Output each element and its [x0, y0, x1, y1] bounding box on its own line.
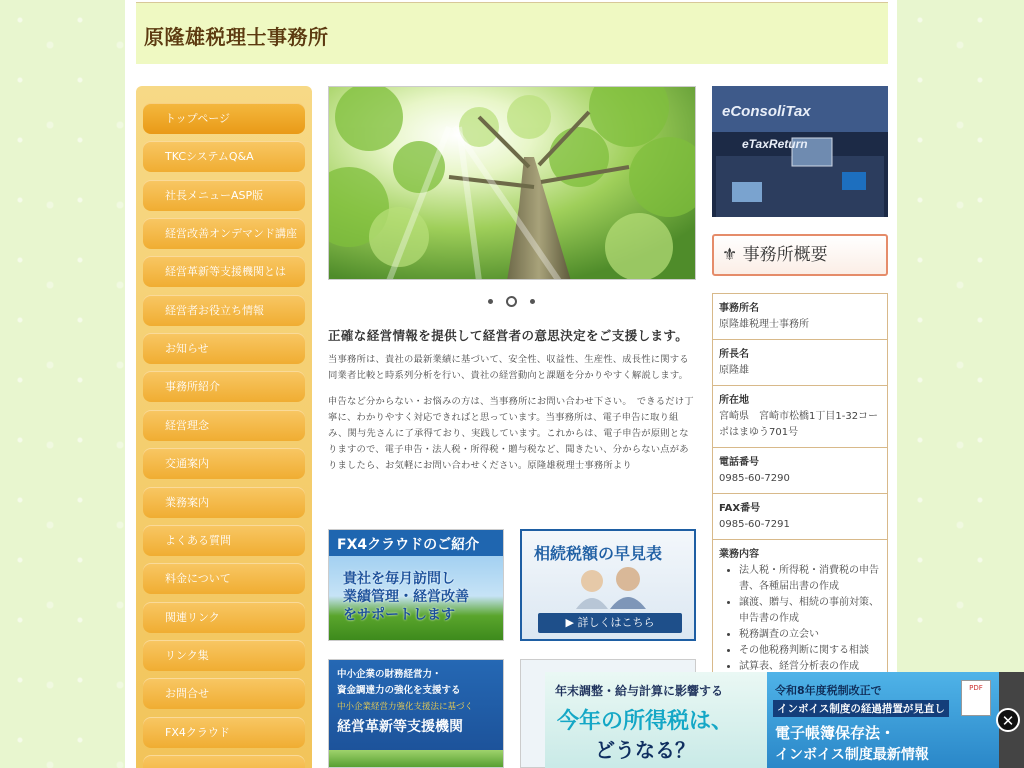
ad-right-line1: 令和8年度税制改正で	[775, 684, 882, 697]
overview-title: 事務所概要	[742, 245, 828, 265]
service-item: • 税務調査の立会い	[739, 627, 881, 643]
nav-item-ondemand[interactable]: 経営改善オンデマンド講座	[143, 218, 305, 249]
fx4-line3: をサポートします	[343, 607, 455, 623]
pdf-document-icon	[961, 680, 991, 716]
exhibit-text-2: eTaxReturn	[742, 137, 808, 151]
nav-item-services[interactable]: 業務案内	[143, 487, 305, 518]
fleur-icon: ⚜	[722, 245, 743, 265]
play-icon: ▶	[565, 616, 578, 629]
ad-right-line2: インボイス制度の経過措置が見直し	[773, 700, 949, 717]
nav-item-fees[interactable]: 料金について	[143, 563, 305, 594]
nav-item-related-links[interactable]: 関連リンク	[143, 602, 305, 633]
tree-photo	[329, 87, 696, 280]
overview-heading	[712, 234, 888, 276]
souzoku-button-label: 詳しくはこちら	[577, 616, 655, 629]
shien-line2: 資金調達力の強化を支援する	[337, 685, 461, 696]
slide-dot-1[interactable]	[488, 299, 493, 304]
souzoku-banner[interactable]	[520, 529, 696, 641]
souzoku-title: 相続税額の早見表	[534, 544, 663, 563]
director-label: 所長名	[719, 349, 749, 360]
slide-dot-2-active[interactable]	[506, 296, 517, 307]
bottom-ad-banner[interactable]	[545, 672, 1024, 768]
office-name-value: 原隆雄税理士事務所	[719, 319, 809, 330]
couple-illustration	[562, 565, 662, 609]
shien-grass	[329, 750, 504, 768]
ad-left-line3: どうなる？	[595, 738, 695, 762]
office-name-label: 事務所名	[719, 303, 759, 314]
nav-item-contact[interactable]: お問合せ	[143, 678, 305, 709]
nav-item-shacho-menu[interactable]: 社長メニューASP版	[143, 180, 305, 211]
main-content	[328, 326, 696, 474]
hero-slideshow[interactable]	[328, 86, 696, 280]
nav-item-philosophy[interactable]: 経営理念	[143, 410, 305, 441]
nav-item-top[interactable]: トップページ	[143, 103, 305, 134]
exhibit-booth-image	[712, 86, 888, 217]
contact-paragraph: 申告など分からない・お悩みの方は、当事務所にお問い合わせ下さい。 できるだけ丁寧に、わかりやすく対応できればと思っています。当事務所は、電子申告に取り組み、関与先さんに了承得ており、実践しています。これからは、電子申告が原則となりますので、電子申告・法人税・所得税・贈与税など、聞きたい、分からない点がありましたら、お気軽にお問い合わせください。原隆雄税理士事務所より	[328, 396, 694, 471]
slide-dot-3[interactable]	[530, 299, 535, 304]
pdf-label: PDF	[969, 684, 983, 692]
service-item: • 法人税・所得税・消費税の申告書、各種届出書の作成	[739, 563, 881, 595]
site-header	[136, 2, 888, 64]
exhibit-photo	[712, 86, 888, 217]
office-name-block	[713, 294, 887, 340]
ad-left-line2: 今年の所得税は、	[557, 709, 734, 734]
souzoku-detail-button[interactable]	[538, 613, 682, 633]
nav-item-office[interactable]: 事務所紹介	[143, 371, 305, 402]
nav-item-more[interactable]	[143, 755, 305, 768]
intro-paragraph: 当事務所は、貴社の最新業績に基づいて、安全性、収益性、生産性、成長性に関する同業者比較と時系列分析を行い、貴社の経営動向と課題を分かりやすく解説します。	[328, 354, 689, 381]
office-info-table	[712, 293, 888, 682]
address-value: 宮崎県 宮崎市松橋1丁目1-32コーポはまゆう701号	[719, 411, 879, 438]
shien-kikan-banner[interactable]	[328, 659, 504, 768]
fx4-line1: 貴社を毎月訪問し	[343, 571, 455, 587]
ad-right-line3: 電子帳簿保存法・	[775, 724, 896, 742]
ad-left-panel[interactable]	[545, 672, 767, 768]
nav-item-faq[interactable]: よくある質問	[143, 525, 305, 556]
services-block	[713, 540, 887, 681]
nav-item-links[interactable]: リンク集	[143, 640, 305, 671]
service-item: • 試算表、経営分析表の作成	[739, 659, 881, 675]
nav-item-access[interactable]: 交通案内	[143, 448, 305, 479]
nav-item-news[interactable]: お知らせ	[143, 333, 305, 364]
nav-item-shien-kikan[interactable]: 経営革新等支援機関とは	[143, 256, 305, 287]
phone-value: 0985-60-7290	[719, 473, 790, 484]
fax-value: 0985-60-7291	[719, 519, 790, 530]
services-label: 業務内容	[719, 549, 759, 560]
director-value: 原隆雄	[719, 365, 749, 376]
shien-line1: 中小企業の財務経営力・	[337, 669, 442, 680]
fx4-line2: 業績管理・経営改善	[343, 589, 469, 605]
nav-item-fx4[interactable]: FX4クラウド	[143, 717, 305, 748]
exhibit-text-1: eConsoliTax	[722, 103, 811, 120]
phone-block	[713, 448, 887, 494]
shien-line3: 中小企業経営力強化支援法に基づく	[337, 702, 474, 712]
nav-item-tkc-qa[interactable]: TKCシステムQ&A	[143, 141, 305, 172]
service-item: • その他税務判断に関する相談	[739, 643, 881, 659]
close-icon: ✕	[1001, 712, 1015, 730]
ad-close-button[interactable]	[996, 708, 1020, 732]
fax-block	[713, 494, 887, 540]
slideshow-pager	[482, 294, 542, 310]
ad-right-line4: インボイス制度最新情報	[775, 747, 929, 763]
address-label: 所在地	[719, 395, 749, 406]
fax-label: FAX番号	[719, 503, 761, 514]
director-block	[713, 340, 887, 386]
main-heading: 正確な経営情報を提供して経営者の意思決定をご支援します。	[328, 328, 689, 343]
ad-left-line1: 年末調整・給与計算に影響する	[555, 684, 724, 698]
shien-title: 経営革新等支援機関	[337, 719, 463, 735]
fx4-cloud-banner[interactable]	[328, 529, 504, 641]
site-title[interactable]: 原隆雄税理士事務所	[144, 25, 329, 49]
address-block	[713, 386, 887, 448]
nav-item-info[interactable]: 経営者お役立ち情報	[143, 295, 305, 326]
ad-right-panel[interactable]	[767, 672, 999, 768]
service-item: • 譲渡、贈与、相続の事前対策、申告書の作成	[739, 595, 881, 627]
services-list	[719, 563, 881, 675]
sidebar-nav	[136, 86, 312, 768]
phone-label: 電話番号	[719, 457, 759, 468]
fx4-title: FX4クラウドのご紹介	[337, 537, 480, 553]
